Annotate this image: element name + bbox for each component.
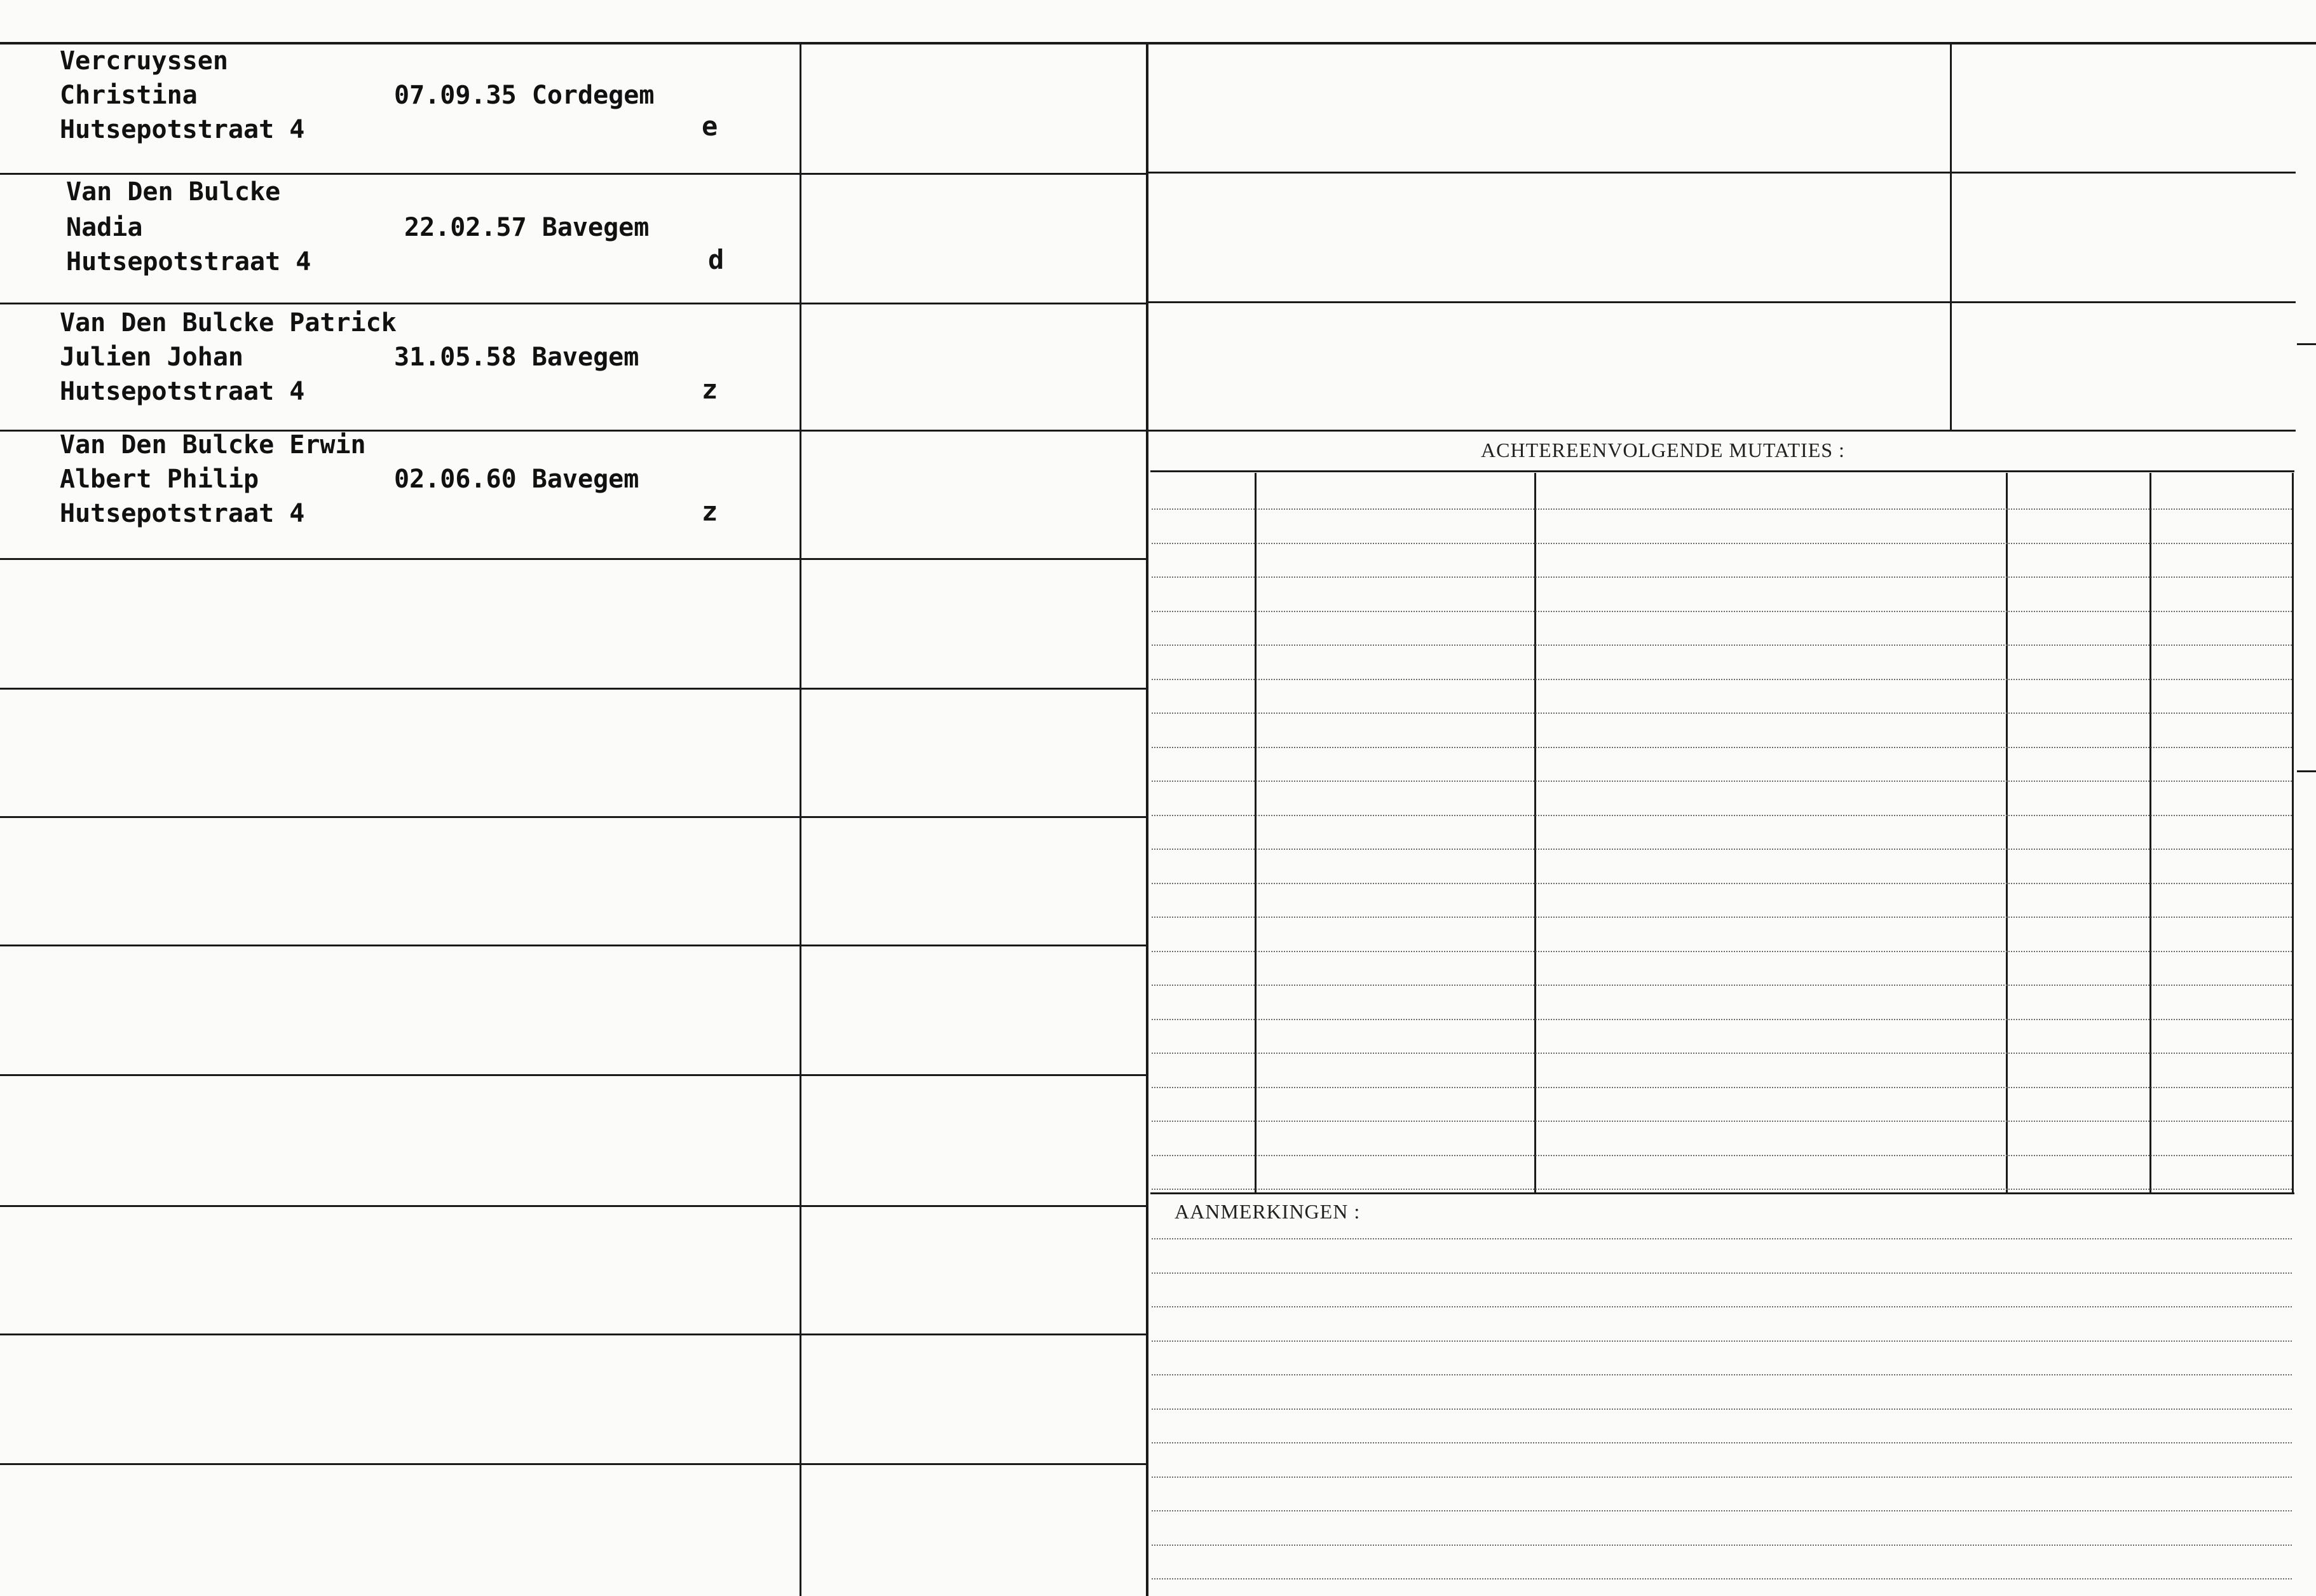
person-given-names: Julien Johan [60,343,243,372]
mutations-column [1534,473,1536,1194]
column-divider [1146,44,1148,1596]
remark-ruled-line [1152,1408,2292,1410]
person-code: e [702,111,718,142]
person-code: z [702,374,718,405]
person-given-names: Christina [60,81,198,110]
remark-ruled-line [1152,1238,2292,1239]
right-row-divider [1148,301,2296,303]
mutation-ruled-line [1152,917,2292,918]
right-row-divider [1148,172,2296,174]
mutation-ruled-line [1152,747,2292,748]
person-given-names: Nadia [66,213,143,242]
row-divider [0,303,1147,304]
mutation-ruled-line [1152,951,2292,952]
remark-ruled-line [1152,1578,2292,1579]
mutation-ruled-line [1152,1189,2292,1190]
mutation-ruled-line [1152,508,2292,510]
person-address: Hutsepotstraat 4 [60,115,305,144]
person-code: z [702,496,718,527]
mutation-ruled-line [1152,576,2292,578]
mutation-ruled-line [1152,611,2292,612]
mutation-ruled-line [1152,679,2292,680]
row-divider [0,816,1147,818]
column-divider [800,44,801,1596]
person-given-names: Albert Philip [60,465,259,494]
person-birth-date-place: 07.09.35 Cordegem [394,81,655,110]
remark-ruled-line [1152,1374,2292,1375]
mutation-ruled-line [1152,1155,2292,1156]
mutations-column [2292,473,2294,1194]
person-address: Hutsepotstraat 4 [66,247,311,276]
mutations-header: ACHTEREENVOLGENDE MUTATIES : [1481,439,1845,461]
row-divider [0,688,1147,690]
remark-ruled-line [1152,1545,2292,1546]
person-birth-date-place: 02.06.60 Bavegem [394,465,639,494]
row-divider [0,945,1147,946]
row-divider [0,1333,1147,1335]
row-divider [0,1463,1147,1465]
margin-tick [2297,770,2316,772]
person-name: Van Den Bulcke Erwin [60,430,366,460]
mutation-ruled-line [1152,849,2292,850]
mutation-ruled-line [1152,1121,2292,1122]
mutations-column [1255,473,1257,1194]
remark-ruled-line [1152,1477,2292,1478]
person-code: d [708,244,725,275]
mutation-ruled-line [1152,543,2292,544]
right-column-divider [1950,44,1952,430]
row-divider [0,1074,1147,1076]
mutations-header-rule [1150,470,2294,472]
row-divider [0,558,1147,560]
mutations-column [2149,473,2151,1194]
row-divider [0,1205,1147,1207]
right-row-divider [1148,430,2296,432]
person-birth-date-place: 22.02.57 Bavegem [404,213,650,242]
person-address: Hutsepotstraat 4 [60,377,305,406]
mutation-ruled-line [1152,1053,2292,1054]
mutation-ruled-line [1152,883,2292,884]
mutation-ruled-line [1152,1019,2292,1020]
mutations-column [2006,473,2008,1194]
remarks-header: AANMERKINGEN : [1175,1200,1361,1223]
mutation-ruled-line [1152,781,2292,782]
remark-ruled-line [1152,1272,2292,1274]
remark-ruled-line [1152,1510,2292,1511]
mutation-ruled-line [1152,713,2292,714]
mutations-bottom-rule [1150,1192,2294,1194]
person-name: Van Den Bulcke Patrick [60,308,397,338]
mutation-ruled-line [1152,1087,2292,1088]
person-name: Vercruyssen [60,46,228,76]
mutation-ruled-line [1152,645,2292,646]
person-name: Van Den Bulcke [66,177,281,207]
mutation-ruled-line [1152,815,2292,816]
margin-tick [2297,343,2316,345]
top-rule [0,42,2316,44]
remark-ruled-line [1152,1340,2292,1342]
remark-ruled-line [1152,1442,2292,1443]
mutation-ruled-line [1152,985,2292,986]
person-birth-date-place: 31.05.58 Bavegem [394,343,639,372]
person-address: Hutsepotstraat 4 [60,499,305,528]
remark-ruled-line [1152,1306,2292,1307]
